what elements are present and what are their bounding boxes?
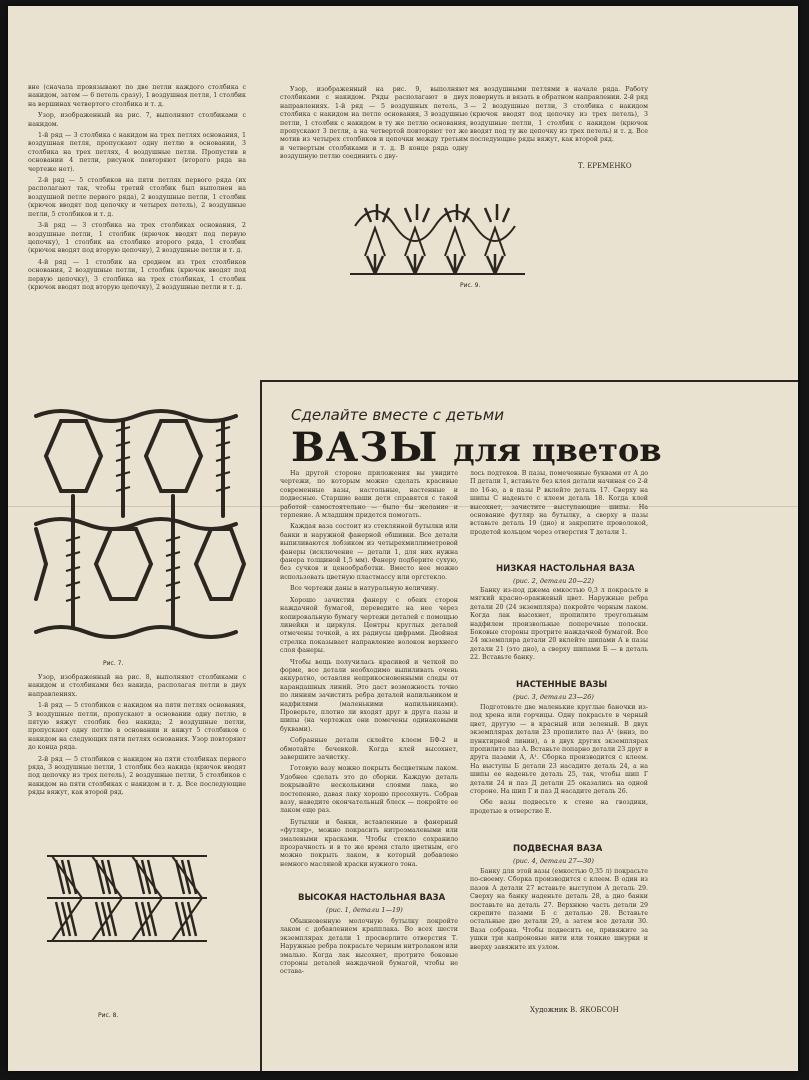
subheading-tall-vase: (рис. 1, детали 1—19) xyxy=(326,906,403,914)
article-para-8: Бутылки и банки, вставленные в фанерный «футляр», можно покрасить нитроэмалевыми или эмалевыми красками. Чтобы стекло сохранило прозрачность и в то же время стало цветным, его можно покрыть лаком, в который добавлено немного масляной краски нужного тона. xyxy=(280,818,458,868)
article-subtitle: Сделайте вместе с детьми xyxy=(291,406,504,424)
article-para-4: Хорошо зачистив фанеру с обеих сторон наждачной бумагой, переведите на нее через копировальную бумагу чертежи деталей с помощью линейки и циркуля. Центры круглых деталей отмечены точкой, а их радиусы цифрами. Двойная стрелка показывает направление волокон верхнего слоя фанеры. xyxy=(280,596,458,655)
subheading-wall-vases: (рис. 3, детали 23—26) xyxy=(513,693,594,701)
artist-credit: Художник В. ЯКОБСОН xyxy=(530,1006,619,1014)
fig8-row2: 2-й ряд — 5 столбиков с накидом на пяти столбиках первого ряда, 3 воздушные петли, 1 столбик без накида (крючок вводят под цепочку из трех петель), 2 воздушные петли, 5 столбиков с накидом на пяти столбиках с накидом и т. д. Все последующие ряды вяжут, как второй ряд. xyxy=(28,755,246,797)
fig7-row4: 4-й ряд — 1 столбик на среднем из трех столбиков основания, 2 воздушные петли, 1 столбик (крючок вводят под первую цепочку), 3 столбика на трех столбиках, 1 столбик (крючок вводят под вторую цепочку), 2 воздушные петли и т. д. xyxy=(28,258,246,291)
heading-tall-vase: ВЫСОКАЯ НАСТОЛЬНАЯ ВАЗА xyxy=(298,893,446,903)
fig9-text: Узор, изображенный на рис. 9, выполняют столбиками с накидом. Ряды располагают в двух направлениях. 1-й ряд — 5 воздушных петель, 3 столбика с накидом на петле основания, 3 воздушные петли, 1 столбик с накидом в ту же петлю основания, пропускают 3 петли, а на четвертой повторяют тот же мотив из четырех столбиков и цепочки между третьим и четвертым столбиками и т. д. В конце ряда одну воздушную петлю соединить с дву- xyxy=(280,86,468,161)
fig9-text-continued xyxy=(470,86,648,148)
subheading-hanging-vase: (рис. 4, детали 27—30) xyxy=(513,857,594,865)
wall-vases-body-2: Обе вазы подвесьте к стене на гвоздики, продетые в отверстие Е. xyxy=(470,799,648,815)
tall-vase-body: Обыкновенную молочную бутылку покройте лаком с добавлением крапплака. Во всех шести экземплярах детали 1 просверлите отверстия Т. Наружные ребра покрасьте черным нитролаком или эмалью. Когда лак высохнет, протрите боковые стороны деталей наждачной бумагой, чтобы не остава- xyxy=(280,918,458,976)
newspaper-page xyxy=(8,6,798,1071)
fig7-row2: 2-й ряд — 5 столбиков на пяти петлях первого ряда (их располагают так, чтобы третий столбик был выполнен на воздушной петле первого ряда), 2 воздушные петли, 1 столбик (крючок вводят под цепочку и четырех петель), 2 воздушные петли, 5 столбиков и т. д. xyxy=(28,177,246,218)
fig8-pattern-text: Узор, изображенный на рис. 8, выполняют столбиками с накидом и столбиками без накида, располагая петли в двух направлениях. xyxy=(28,674,246,698)
hanging-vase-body: Банку для этой вазы (емкостью 0,35 л) покрасьте по-своему. Сборка производится с клеем. В один из пазов А детали 27 вставьте выступом А деталь 29. Сверху на банку наденьте деталь 28, а дно банки поставьте на деталь 27. Верхнюю часть детали 29 скрепите пазами Б с деталью 28. Вставьте остальные две детали 29, а затем все детали 30. Ваза собрана. Чтобы подвесить ее, привяжите за ушки три капроновые нити или тонкие шнурки и вверху завяжите их узлом. xyxy=(470,868,648,951)
intro-text: вне (сначала провязывают по две петли каждого столбика с накидом, затем — 6 петель сразу), 1 воздушная петля, 1 столбик на вершинах четвертого столбика и т. д. xyxy=(28,84,246,108)
tall-vase-text xyxy=(280,918,458,980)
wall-vases-body: Подготовьте две маленькие круглые баночки из-под хрена или горчицы. Одну покрасьте в черный цвет, другую — в красный или зеленый. В двух экземплярах детали 23 пропилите паз А¹ (вниз, по пунктирной линии), а в двух других экземплярах пропилите паз А. Вставьте попарно детали 23 друг в друга пазами А, А¹. Сборка производится с клеем. На выступы Б детали 23 насадите деталь 24, а на шипы ее наденьте деталь 25, так, чтобы шип Г детали 24 и паз Д детали 25 оказались на одной стороне. На шип Г и паз Д насадите деталь 26. xyxy=(470,704,648,796)
heading-low-vase: НИЗКАЯ НАСТОЛЬНАЯ ВАЗА xyxy=(496,564,635,574)
wall-vases-text xyxy=(470,704,648,819)
hanging-vase-text xyxy=(470,868,648,955)
fig7-row1: 1-й ряд — 3 столбика с накидом на трех петлях основания, 1 воздушная петля, пропускают одну петлю в основании, 3 столбика на трех петлях, 4 воздушные петли. Пропустив в основании 4 петли, рисунок повторяют (второго ряда на чертеже нет). xyxy=(28,132,246,173)
article-para-7: Готовую вазу можно покрыть бесцветным лаком. Удобнее сделать это до сборки. Каждую деталь покрывайте несколькими слоями лака, но постепенно, давая лаку хорошо просохнуть. Собрав вазу, наведите окончательный блеск — покройте ее лаком еще раз. xyxy=(280,765,458,815)
article-para-3: Все чертежи даны в натуральную величину. xyxy=(290,585,439,593)
fig9-caption: Рис. 9. xyxy=(460,282,481,289)
article-title-rest: для цветов xyxy=(453,431,662,469)
article-right-column xyxy=(470,470,648,540)
fig8-text-block xyxy=(28,674,246,801)
heading-hanging-vase: ПОДВЕСНАЯ ВАЗА xyxy=(513,844,603,854)
article-title xyxy=(291,424,662,471)
low-vase-text xyxy=(470,587,648,666)
article-para-6: Собранные детали склейте клеем БФ-2 и обмотайте бечевкой. Когда клей высохнет, завершите зачистку. xyxy=(280,737,458,761)
fig9-continued: мя воздушными петлями в начале ряда. Работу повернуть и вязать в обратном направлении. 2-й ряд — 2 воздушные петли, 3 столбика с накидом (крючок вводят под цепочку из трех петель), 3 воздушные петли, 1 столбик с накидом (крючок вводят под ту же цепочку из трех петель) и т. д. Все последующие ряды вяжут, как второй ряд. xyxy=(470,86,648,144)
article-para-5: Чтобы вещь получилась красивой и четкой по форме, все детали необходимо выпиливать очень аккуратно, оставляя неприкосновенными следы от карандашных линий. Это даст возможность точно по линиям зачистить ребра деталей напильником и надфилями (маленькими напильниками). Проверьте, плотно ли входят друг в друга пазы и шипы (на чертежах они помечены одинаковыми буквами). xyxy=(280,658,458,733)
fig8-row1: 1-й ряд — 5 столбиков с накидом на пяти петлях основания, 3 воздушные петли, пропускают в основании одну петлю, в пятую вяжут столбик без накида; 2 воздушные петли, пропускают одну петлю в основании и вяжут 5 столбиков с накидом на следующих пяти петлях основания. Узор повторяют до конца ряда. xyxy=(28,702,246,752)
heading-wall-vases: НАСТЕННЫЕ ВАЗЫ xyxy=(516,680,608,690)
low-vase-body: Банку из-под джема емкостью 0,3 л покрасьте в мягкий красно-оранжевый цвет. Наружные ребра детали 20 (24 экземпляра) покройте черным лаком. Когда лак высохнет, пропилите треугольным надфилем произвольные поперечные полоски. Боковые стороны протрите наждачной бумагой. Все 24 экземпляра детали 20 вклейте шипами А в пазы детали 21 (это дно), а сверху шипами Б — в деталь 22. Вставьте банку. xyxy=(470,587,648,662)
fig7-caption: Рис. 7. xyxy=(103,660,124,667)
author-signature: Т. ЕРЕМЕНКО xyxy=(578,162,632,170)
tall-vase-body-continued: лось подтеков. В пазы, помеченные буквами от А до П детали 1, вставьте без клея детали начиная со 2-й по 16-ю, а в пазы Р вклейте деталь 17. Сверху на шипы С наденьте с клеем деталь 18. Когда клей высохнет, зачистите выступающие шипы. На основание футляр на бутылку, а сверху в пазы вставьте деталь 19 (дно) и закрепите проволокой, продетой кольцом через отверстия Т детали 1. xyxy=(470,470,648,536)
fig7-pattern-text: Узор, изображенный на рис. 7, выполняют столбиками с накидом. xyxy=(28,112,246,128)
article-para-2: Каждая ваза состоит из стеклянной бутылки или банки и наружной фанерной обшивки. Все детали выпиливаются лобзиком из четырехмиллиметровой фанеры (исключение — детали 1, для них нужна фанера толщиной 1,5 мм). Фанеру подберите сухую, без сучков и ценообработки. Вместо нее можно использовать цветную пластмассу или оргстекло. xyxy=(280,523,458,581)
fig7-row3: 3-й ряд — 3 столбика на трех столбиках основания, 2 воздушные петли, 1 столбик (крючок вводят под первую цепочку), 1 столбик на столбике второго ряда, 1 столбик (крючок вводят под вторую цепочку), 2 воздушные петли и т. д. xyxy=(28,222,246,255)
article-title-main: ВАЗЫ xyxy=(291,424,439,471)
fig9-text-block xyxy=(280,86,468,165)
figure-8 xyxy=(42,846,212,951)
subheading-low-vase: (рис. 2, детали 20—22) xyxy=(513,577,594,585)
article-para-1: На другой стороне приложения вы увидите чертежи, по которым можно сделать красивые современные вазы, настольные, настенные и подвесные. Старшие ваши дети справятся с такой работой самостоятельно — было бы желание и терпение. А младшим придется помогать. xyxy=(280,470,458,520)
figure-9 xyxy=(345,196,530,284)
fig8-caption: Рис. 8. xyxy=(98,1012,119,1019)
fig7-text-block xyxy=(28,84,246,295)
figure-7 xyxy=(26,396,252,656)
article-left-column xyxy=(280,470,458,872)
